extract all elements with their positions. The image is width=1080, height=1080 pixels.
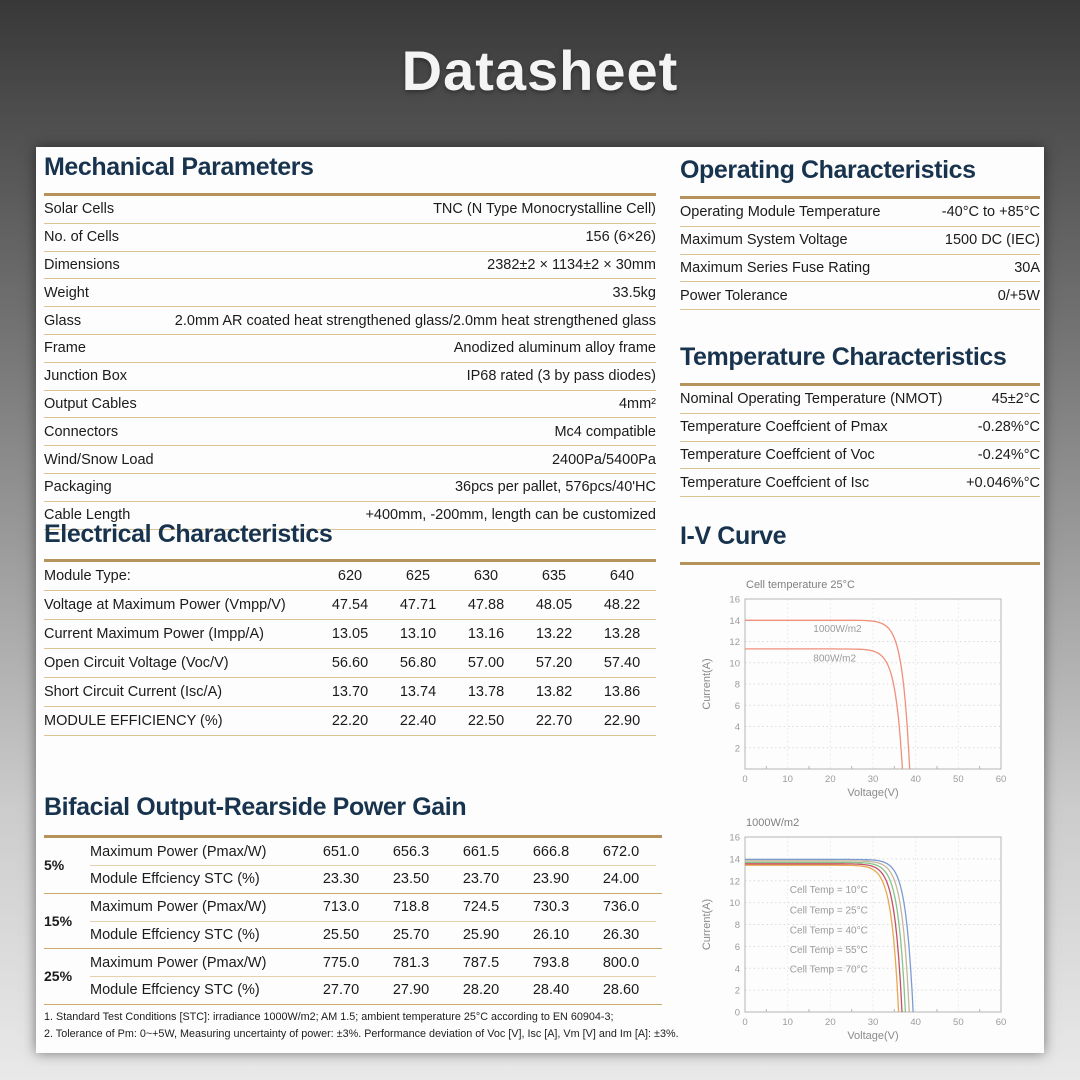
svg-text:14: 14	[729, 854, 740, 866]
row-label: Module Effciency STC (%)	[90, 926, 260, 943]
row-value: +400mm, -200mm, length can be customized	[365, 507, 656, 524]
table-row	[680, 469, 1040, 497]
module-type-value: 625	[405, 568, 431, 584]
temperature-table	[680, 386, 1040, 497]
svg-text:60: 60	[995, 1017, 1007, 1028]
cell-value: 23.90	[532, 870, 570, 887]
svg-text:Cell temperature 25°C: Cell temperature 25°C	[746, 579, 855, 591]
svg-text:12: 12	[729, 637, 740, 648]
cell-value: 23.30	[322, 870, 360, 887]
svg-text:10: 10	[782, 1017, 793, 1028]
page-header	[0, 38, 1080, 103]
row-label: Output Cables	[44, 395, 137, 412]
table-row	[44, 418, 656, 446]
row-label: Junction Box	[44, 368, 128, 385]
cell-value: 26.30	[602, 926, 640, 943]
cell-value: 13.82	[535, 684, 573, 700]
gain-label: 25%	[44, 968, 73, 985]
table-row	[44, 591, 656, 620]
cell-value: 28.20	[462, 982, 500, 999]
section-title: Temperature Characteristics	[680, 343, 1007, 371]
row-label: Frame	[44, 340, 86, 357]
section-iv-curve	[680, 521, 1040, 565]
row-label: Maximum System Voltage	[680, 232, 848, 249]
cell-value: 27.90	[392, 982, 430, 999]
row-label: Weight	[44, 284, 89, 301]
cell-value: 800.0	[586, 949, 656, 977]
cell-value: 781.3	[376, 949, 446, 977]
row-value: 30A	[1014, 259, 1040, 276]
svg-text:0: 0	[742, 774, 748, 785]
svg-text:40: 40	[910, 774, 921, 785]
footnote-line: 1. Standard Test Conditions [STC]: irradiance 1000W/m2; AM 1.5; ambient temperature 25°C according to EN 60904-3;	[44, 1011, 614, 1023]
row-value: 2.0mm AR coated heat strengthened glass/2.0mm heat strengthened glass	[174, 312, 656, 329]
cell-value: 23.70	[462, 870, 500, 887]
section-title: Mechanical Parameters	[44, 153, 314, 181]
row-label: Module Effciency STC (%)	[90, 870, 260, 887]
svg-text:2: 2	[734, 743, 740, 755]
row-label: Operating Module Temperature	[680, 204, 881, 221]
cell-value: 13.70	[331, 684, 369, 700]
row-value: -40°C to +85°C	[941, 204, 1040, 221]
row-label: Connectors	[44, 423, 119, 440]
cell-value: 56.60	[331, 655, 369, 671]
row-value: 1500 DC (IEC)	[944, 232, 1040, 249]
gain-label: 5%	[44, 857, 65, 874]
row-label: Maximum Power (Pmax/W)	[90, 838, 306, 866]
section-title: Bifacial Output-Rearside Power Gain	[44, 793, 467, 821]
cell-value: 13.16	[467, 626, 505, 642]
row-value: Anodized aluminum alloy frame	[453, 340, 656, 357]
cell-value: 48.22	[603, 597, 641, 613]
cell-value: 13.10	[399, 626, 437, 642]
svg-text:0: 0	[742, 1017, 748, 1028]
table-row	[680, 386, 1040, 414]
svg-text:1000W/m2: 1000W/m2	[746, 817, 800, 829]
table-row	[44, 620, 656, 649]
cell-value: 57.20	[535, 655, 573, 671]
cell-value: 47.54	[331, 597, 369, 613]
table-row	[680, 199, 1040, 227]
cell-value: 651.0	[306, 838, 376, 866]
cell-value: 25.50	[322, 926, 360, 943]
cell-value: 13.74	[399, 684, 437, 700]
cell-value: 672.0	[586, 838, 656, 866]
cell-value: 47.88	[467, 597, 505, 613]
svg-text:Cell Temp = 10°C: Cell Temp = 10°C	[789, 884, 868, 896]
row-value: 33.5kg	[612, 284, 656, 301]
module-type-value: 620	[337, 568, 363, 584]
section-title: Operating Characteristics	[680, 156, 976, 184]
bifacial-group	[44, 838, 662, 894]
table-row	[44, 391, 656, 419]
cell-value: 23.50	[392, 870, 430, 887]
row-value: 36pcs per pallet, 576pcs/40'HC	[454, 479, 656, 496]
row-label: Maximum Power (Pmax/W)	[90, 949, 306, 977]
bifacial-group	[44, 949, 662, 1005]
row-value: 0/+5W	[997, 287, 1040, 304]
cell-value: 47.71	[399, 597, 437, 613]
cell-value: 22.90	[603, 713, 641, 729]
datasheet-card	[36, 147, 1044, 1053]
svg-text:30: 30	[867, 1017, 879, 1028]
row-label: Module Effciency STC (%)	[90, 982, 260, 999]
cell-value: 13.86	[603, 684, 641, 700]
svg-text:12: 12	[729, 876, 740, 888]
cell-value: 724.5	[446, 894, 516, 922]
svg-text:14: 14	[729, 615, 740, 627]
cell-value: 22.70	[535, 713, 573, 729]
row-label: Current Maximum Power (Impp/A)	[44, 626, 264, 642]
cell-value: 730.3	[516, 894, 586, 922]
cell-value: 25.70	[392, 926, 430, 943]
section-title: Electrical Characteristics	[44, 520, 333, 548]
svg-text:8: 8	[734, 679, 740, 691]
row-value: TNC (N Type Monocrystalline Cell)	[433, 201, 656, 218]
row-value: 4mm²	[618, 395, 656, 412]
table-row	[680, 227, 1040, 255]
cell-value: 718.8	[376, 894, 446, 922]
cell-value: 713.0	[306, 894, 376, 922]
footnote-line: 2. Tolerance of Pm: 0~+5W, Measuring uncertainty of power: ±3%. Performance deviation of Voc [V], Isc [A], Vm [V] and Im [A]: ±3%.	[44, 1028, 679, 1040]
svg-text:4: 4	[734, 963, 740, 975]
cell-value: 22.20	[331, 713, 369, 729]
gain-label: 15%	[44, 912, 73, 929]
table-row	[44, 678, 656, 707]
table-row	[680, 442, 1040, 470]
section-title: I-V Curve	[680, 522, 787, 550]
svg-text:4: 4	[734, 722, 740, 733]
table-row	[680, 255, 1040, 283]
row-label: Nominal Operating Temperature (NMOT)	[680, 391, 943, 408]
cell-value: 25.90	[462, 926, 500, 943]
section-bifacial-power-gain	[44, 792, 662, 1005]
svg-text:Cell Temp = 40°C: Cell Temp = 40°C	[789, 925, 868, 937]
table-row	[44, 279, 656, 307]
cell-value: 28.60	[602, 982, 640, 999]
cell-value: 57.00	[467, 655, 505, 671]
cell-value: 656.3	[376, 838, 446, 866]
table-row	[44, 252, 656, 280]
table-row	[44, 649, 656, 678]
row-label: Short Circuit Current (Isc/A)	[44, 684, 223, 700]
row-label: Wind/Snow Load	[44, 451, 154, 468]
page-title: Datasheet	[401, 39, 679, 102]
row-label: Maximum Power (Pmax/W)	[90, 894, 306, 922]
svg-text:Voltage(V): Voltage(V)	[847, 787, 899, 799]
row-label: Glass	[44, 312, 82, 329]
section-mechanical-parameters	[44, 152, 656, 530]
cell-value: 793.8	[516, 949, 586, 977]
cell-value: 661.5	[446, 838, 516, 866]
bifacial-table	[44, 838, 662, 1005]
svg-text:Voltage(V): Voltage(V)	[847, 1030, 899, 1042]
table-row	[44, 707, 656, 736]
row-value: Mc4 compatible	[554, 423, 656, 440]
svg-text:20: 20	[825, 1017, 836, 1028]
electrical-table	[44, 562, 656, 736]
cell-value: 13.22	[535, 626, 573, 642]
svg-text:2: 2	[734, 985, 740, 997]
row-label: Dimensions	[44, 256, 120, 273]
section-temperature-characteristics	[680, 342, 1040, 497]
cell-value: 24.00	[602, 870, 640, 887]
table-row	[44, 474, 656, 502]
bifacial-group	[44, 894, 662, 950]
row-label: Voltage at Maximum Power (Vmpp/V)	[44, 597, 286, 613]
row-value: -0.24%°C	[977, 446, 1040, 463]
table-row	[680, 282, 1040, 310]
cell-value: 26.10	[532, 926, 570, 943]
svg-text:10: 10	[729, 658, 740, 670]
cell-value: 22.50	[467, 713, 505, 729]
svg-text:10: 10	[729, 898, 740, 910]
cell-value: 13.78	[467, 684, 505, 700]
row-value: 45±2°C	[991, 391, 1040, 408]
row-value: 2400Pa/5400Pa	[551, 451, 656, 468]
row-label: No. of Cells	[44, 229, 119, 246]
row-label: Temperature Coeffcient of Pmax	[680, 419, 888, 436]
row-label: MODULE EFFICIENCY (%)	[44, 713, 223, 729]
iv-curve-chart-1000wm2	[690, 807, 1030, 1049]
svg-text:10: 10	[782, 774, 793, 785]
svg-text:6: 6	[734, 941, 740, 953]
table-row	[44, 307, 656, 335]
cell-value: 48.05	[535, 597, 573, 613]
table-row	[44, 196, 656, 224]
row-label: Cable Length	[44, 507, 131, 524]
cell-value: 775.0	[306, 949, 376, 977]
row-value: +0.046%°C	[966, 474, 1040, 491]
svg-text:60: 60	[995, 774, 1007, 785]
table-row	[44, 224, 656, 252]
svg-text:Cell Temp = 55°C: Cell Temp = 55°C	[789, 944, 868, 956]
svg-text:1000W/m2: 1000W/m2	[813, 623, 862, 635]
row-label: Solar Cells	[44, 201, 115, 218]
row-label: Module Type:	[44, 568, 131, 584]
svg-text:0: 0	[734, 1007, 740, 1019]
cell-value: 56.80	[399, 655, 437, 671]
module-type-value: 630	[473, 568, 499, 584]
cell-value: 27.70	[322, 982, 360, 999]
table-header-row	[44, 562, 656, 591]
svg-text:40: 40	[910, 1017, 921, 1028]
svg-text:30: 30	[867, 774, 879, 785]
row-value: 156 (6×26)	[585, 229, 656, 246]
svg-text:8: 8	[734, 920, 740, 931]
section-electrical-characteristics	[44, 519, 656, 736]
footnotes	[44, 1009, 704, 1043]
row-label: Temperature Coeffcient of Voc	[680, 446, 875, 463]
svg-text:50: 50	[953, 1017, 964, 1028]
module-type-value: 640	[609, 568, 635, 584]
row-value: 2382±2 × 1134±2 × 30mm	[487, 256, 656, 273]
row-value: IP68 rated (3 by pass diodes)	[466, 368, 656, 385]
table-row	[44, 446, 656, 474]
row-label: Temperature Coeffcient of Isc	[680, 474, 870, 491]
cell-value: 22.40	[399, 713, 437, 729]
gold-rule	[680, 562, 1040, 565]
row-value: -0.28%°C	[977, 419, 1040, 436]
svg-text:50: 50	[953, 774, 964, 785]
svg-text:6: 6	[734, 700, 740, 712]
cell-value: 13.28	[603, 626, 641, 642]
svg-text:Current(A): Current(A)	[701, 898, 713, 951]
svg-text:Current(A): Current(A)	[701, 658, 713, 710]
mechanical-table	[44, 196, 656, 530]
svg-text:Cell Temp = 70°C: Cell Temp = 70°C	[789, 964, 868, 976]
svg-text:16: 16	[729, 832, 740, 844]
cell-value: 57.40	[603, 655, 641, 671]
row-label: Power Tolerance	[680, 287, 788, 304]
cell-value: 736.0	[586, 894, 656, 922]
section-operating-characteristics	[680, 155, 1040, 310]
table-row	[680, 414, 1040, 442]
cell-value: 666.8	[516, 838, 586, 866]
operating-table	[680, 199, 1040, 310]
row-label: Open Circuit Voltage (Voc/V)	[44, 655, 229, 671]
cell-value: 787.5	[446, 949, 516, 977]
svg-text:Cell Temp = 25°C: Cell Temp = 25°C	[789, 905, 868, 917]
svg-text:16: 16	[729, 594, 740, 606]
cell-value: 13.05	[331, 626, 369, 642]
table-row	[44, 335, 656, 363]
row-label: Packaging	[44, 479, 112, 496]
module-type-value: 635	[541, 568, 567, 584]
svg-text:20: 20	[825, 774, 836, 785]
table-row	[44, 363, 656, 391]
svg-text:800W/m2: 800W/m2	[813, 653, 857, 665]
cell-value: 28.40	[532, 982, 570, 999]
row-label: Maximum Series Fuse Rating	[680, 259, 871, 276]
iv-curve-chart-cell-temp-25c	[690, 571, 1030, 807]
